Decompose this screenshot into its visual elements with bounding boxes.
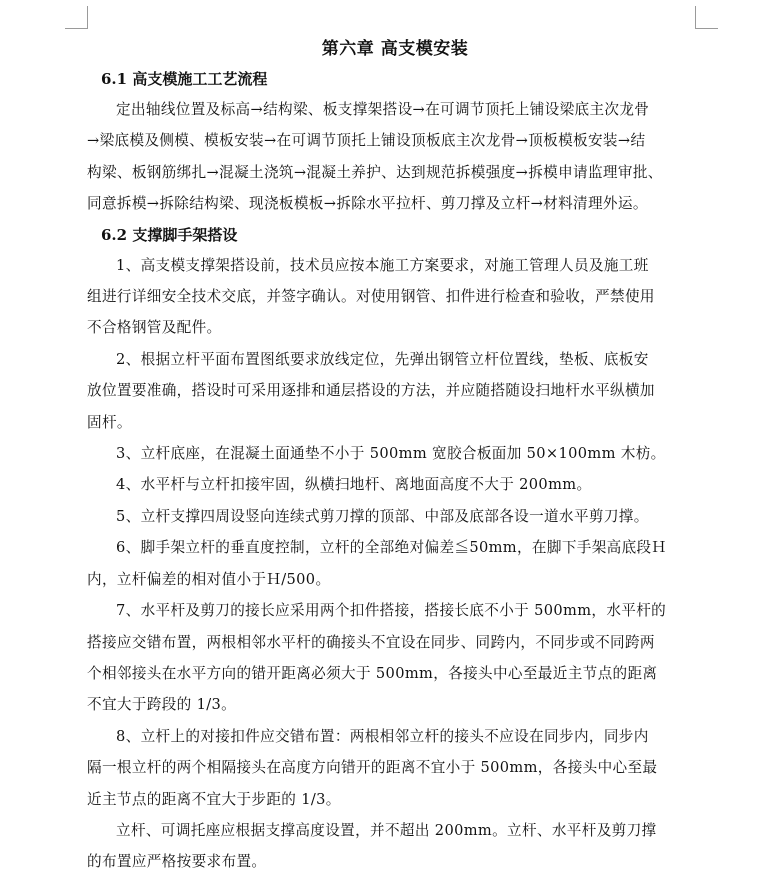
text-line: 不合格钢管及配件。 (87, 319, 222, 337)
paragraph-item-4 (87, 469, 693, 500)
text-line: 4、水平杆与立杆扣接牢固，纵横扫地杆、离地面高度不大于 200mm。 (116, 476, 592, 494)
crop-mark-top-right (695, 6, 718, 29)
paragraph (87, 94, 693, 220)
text-line: 8、立杆上的对接扣件应交错布置：两根相邻立杆的接头不应设在同步内，同步内 (116, 727, 649, 745)
text-line: 3、立杆底座，在混凝土面通垫不小于 500mm 宽胶合板面加 50×100mm 木枋。 (116, 445, 666, 463)
text-line: 1、高支模支撑架搭设前，技术员应按本施工方案要求，对施工管理人员及施工班 (116, 256, 649, 274)
text-line: 内，立杆偏差的相对值小于Ｈ/500。 (87, 570, 331, 588)
text-line: 同意拆模→拆除结构梁、现浇板模板→拆除水平拉杆、剪刀撑及立杆→材料清理外运。 (87, 195, 648, 213)
text-line: 个相邻接头在水平方向的错开距离必须大于 500mm，各接头中心至最近主节点的距离 (87, 664, 658, 682)
text-line: 固杆。 (87, 413, 132, 431)
text-line: 放位置要准确，搭设时可采用逐排和通层搭设的方法，并应随搭随设扫地杆水平纵横加 (87, 382, 655, 400)
text-line: 定出轴线位置及标高→结构梁、板支撑架搭设→在可调节顶托上铺设梁底主次龙骨 (116, 101, 650, 118)
text-line: →梁底模及侧模、模板安装→在可调节顶托上铺设顶板底主次龙骨→顶板模板安装→结 (87, 132, 646, 150)
paragraph-closing (87, 815, 693, 878)
text-line: 立杆、可调托座应根据支撑高度设置，并不超出 200mm。立杆、水平杆及剪刀撑 (116, 821, 657, 839)
text-line: 不宜大于跨段的 1/3。 (87, 696, 237, 714)
text-line: 构梁、板钢筋绑扎→混凝土浇筑→混凝土养护、达到规范拆模强度→拆模申请监理审批、 (87, 163, 663, 181)
text-line: 搭接应交错布置，两根相邻水平杆的确接头不宜设在同步、同跨内，不同步或不同跨两 (87, 633, 655, 651)
text-line: 组进行详细安全技术交底，并签字确认。对使用钢管、扣件进行检查和验收，严禁使用 (87, 288, 655, 306)
paragraph-item-2 (87, 344, 693, 438)
paragraph-item-7 (87, 595, 693, 721)
paragraph-item-3 (87, 438, 693, 469)
paragraph-item-5 (87, 501, 693, 532)
crop-mark-top-left (65, 6, 88, 29)
chapter-title: 第六章 高支模安装 (321, 39, 469, 59)
text-line: 7、水平杆及剪刀的接长应采用两个扣件搭接，搭接长底不小于 500mm，水平杆的 (116, 602, 667, 620)
text-line: 6、脚手架立杆的垂直度控制，立杆的全部绝对偏差≦50mm，在脚下手架高底段Ｈ (116, 539, 667, 557)
section-title: 6.1 高支模施工工艺流程 (101, 70, 268, 88)
section-title: 6.2 支撑脚手架搭设 (101, 225, 238, 244)
document-body (87, 34, 693, 878)
text-line: 隔一根立杆的两个相隔接头在高度方向错开的距离不宜小于 500mm，各接头中心至最 (87, 759, 658, 777)
text-line: 5、立杆支撑四周设竖向连续式剪刀撑的顶部、中部及底部各设一道水平剪刀撑。 (116, 507, 649, 525)
paragraph-item-6 (87, 532, 693, 595)
text-line: 近主节点的距离不宜大于步距的 1/3。 (87, 790, 341, 808)
paragraph-item-1 (87, 250, 693, 344)
text-line: 的布置应严格按要求布置。 (87, 853, 267, 871)
paragraph-item-8 (87, 721, 693, 815)
text-line: 2、根据立杆平面布置图纸要求放线定位，先弹出钢管立杆位置线，垫板、底板安 (116, 350, 649, 368)
